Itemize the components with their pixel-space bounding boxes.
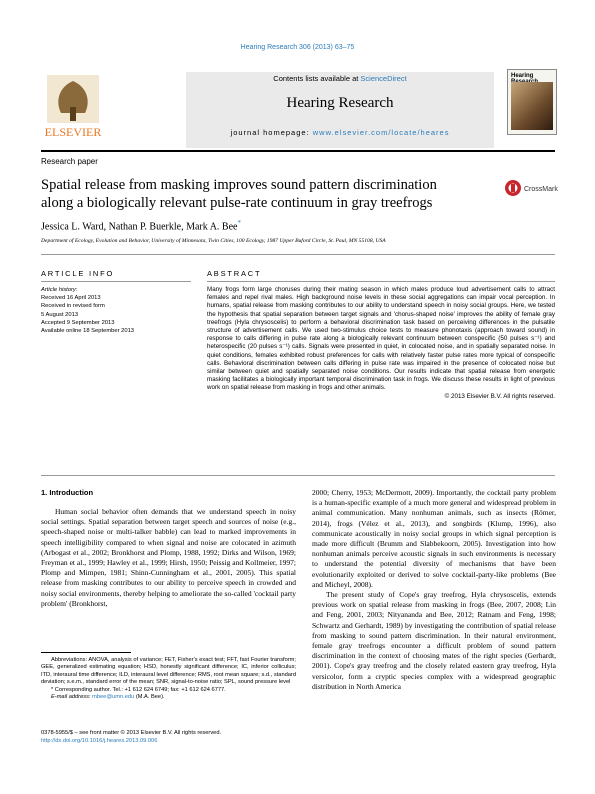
homepage-link[interactable]: www.elsevier.com/locate/heares xyxy=(312,128,450,137)
intro-paragraph: The present study of Cope's gray treefrog, Hyla chrysoscelis, extends previous work on spatial release from masking in frogs (Bee, 2007, 2008; Lin and Feng, 2001, 2003; Nityananda and Bee, 2012; Ratnam and Feng, 1998; Schwartz and Gerhardt, 1989) by investigating the contribution of spatial release from masking to sound pattern discrimination. In their natural environment, female gray treefrogs encounter a difficult problem of sound pattern discrimination in the context of choosing mates of the right species (Gerhardt, 2001). Cope's gray treefrog and the closely related eastern gray treefrog, Hyla versicolor, form a cryptic species complex with a widespread geographic distribution in North America xyxy=(312,590,556,691)
abstract-text: Many frogs form large choruses during their mating season in which males produce loud advertisement calls to attract females and repel rival males. High background noise levels in these social aggregations can impair vocal perception. In humans, spatial release from masking contributes to our ability to understand speech in noisy social groups. Here, we tested the hypothesis that spatial separation between target signals and 'chorus-shaped noise' improves the ability of female gray treefrogs (Hyla chrysoscelis) to perform a behavioral discrimination task based on perceiving differences in the pulsatile structure of advertisement calls. We used two-stimulus choice tests to measure phonotaxis (approach toward sound) in response to calls differing in pulse rate along a biologically relevant continuum between conspecific (50 pulses s⁻¹) and heterospecific (20 pulses s⁻¹) calls. Signals were presented in quiet, in colocated noise, and in spatially separated noise. In quiet conditions, females exhibited robust preferences for calls with relatively faster pulse rates more typical of conspecific calls. Behavioral discrimination between calls differing in pulse rate was impaired in the presence of colocated noise but similar between quiet and spatially separated noise conditions. Our results indicate that spatial release from energetic masking facilitates a biologically important temporal discrimination task in frogs. We discuss these results in light of previous work on spatial release from masking in frogs and other animals. xyxy=(207,286,555,392)
abbreviations-footnote: Abbreviations: ANOVA, analysis of variance; FET, Fisher's exact test; FFT, fast Fourier transform; GEE, generalized estimating equation; HSD, honestly significant difference; IC, inferior colliculus; ITD, interaural time difference; ILD, interaural level difference; RMS, root mean square; s.d., standard deviation; s.e.m., standard error of the mean; SNR, signal-to-noise ratio; SPL, sound pressure level xyxy=(41,657,296,686)
abstract-body xyxy=(207,286,555,401)
history-item: Accepted 9 September 2013 xyxy=(41,319,115,326)
article-title xyxy=(41,176,496,212)
front-matter-note xyxy=(41,729,296,745)
article-info-heading: ARTICLE INFO xyxy=(41,269,115,278)
history-item: Received 16 April 2013 xyxy=(41,295,101,302)
journal-reference[interactable]: Hearing Research 306 (2013) 63–75 xyxy=(240,44,355,51)
article-info-rule xyxy=(41,281,191,282)
history-item: Available online 18 September 2013 xyxy=(41,328,135,335)
journal-cover xyxy=(507,69,557,135)
contents-prefix: Contents lists available at xyxy=(273,74,361,83)
header-rule xyxy=(41,150,555,152)
history-item: Received in revised form xyxy=(41,303,105,310)
journal-homepage xyxy=(186,128,494,137)
introduction-heading: 1. Introduction xyxy=(41,488,94,497)
affiliation-rule xyxy=(41,254,555,255)
intro-paragraph: 2000; Cherry, 1953; McDermott, 2009). Importantly, the cocktail party problem is a human-specific example of a much more general and widespread problem in animal communication. Many nonhuman animals, such as insects (Römer, 2014), frogs (Vélez et al., 2013), and songbirds (Klump, 1996), also communicate acoustically in noisy social groups in which signal perception is made more difficult (Brumm and Slabbekoorn, 2005). Investigation into how nonhuman animals perceive acoustic signals in such environments is necessary to understand the potential diversity of mechanisms that have been evolutionarily exploited or derived to solve cocktail-party-like problems (Bee and Micheyl, 2008). xyxy=(312,488,556,589)
abstract-heading: ABSTRACT xyxy=(207,269,262,278)
footnote-rule xyxy=(41,652,131,653)
abstract-rule xyxy=(207,281,555,282)
cover-image xyxy=(511,82,553,130)
affiliation: Department of Ecology, Evolution and Behavior, University of Minnesota, Twin Cities, 100 Ecology, 1987 Upper Buford Circle, St. Paul, MN 55108, USA xyxy=(41,238,386,244)
title-line-2: along a biologically relevant pulse-rate continuum in gray treefrogs xyxy=(41,195,433,211)
author-list xyxy=(41,219,241,232)
contents-line xyxy=(186,74,494,83)
article-history xyxy=(41,286,191,335)
introduction-left-column: Human social behavior often demands that we understand speech in noisy social settings. Spatial separation between target speech and sources of noise (e.g., speech-shaped noise or multi-talker babble) can lead to marked improvements in speech intelligibility compared to when signal and noise are colocated in azimuth (Arbogast et al., 2002; Bronkhorst and Plomp, 1988, 1992; Dirks and Wilson, 1969; Freyman et al., 1999; Hawley et al., 1999; Hirsh, 1950; Peissig and Kollmeier, 1997; Plomp and Mimpen, 1981; Shinn-Cunningham et al., 2001, 2005). This spatial release from masking contributes to our ability to perceive speech in crowded and noisy social environments, thereby helping to ameliorate the so-called 'cocktail party problem' (Bronkhorst, xyxy=(41,507,296,608)
email-footnote xyxy=(41,694,296,701)
title-line-1: Spatial release from masking improves sound pattern discrimination xyxy=(41,177,437,193)
cover-title: Hearing xyxy=(511,73,534,79)
crossmark-badge[interactable] xyxy=(504,178,564,198)
footnotes xyxy=(41,657,296,701)
section-type: Research paper xyxy=(41,157,98,166)
doi-link[interactable]: http://dx.doi.org/10.1016/j.heares.2013.09.006 xyxy=(41,738,158,744)
email-link[interactable]: mbee@umn.edu xyxy=(92,694,135,701)
publisher-logo-text: ELSEVIER xyxy=(44,125,102,139)
authors: Jessica L. Ward, Nathan P. Buerkle, Mark A. Bee xyxy=(41,221,238,233)
history-item: 5 August 2013 xyxy=(41,311,79,318)
homepage-prefix: journal homepage: xyxy=(230,128,313,137)
abstract-rule-bottom xyxy=(41,475,555,476)
email-label: E-mail address: xyxy=(51,694,93,701)
crossmark-label: CrossMark xyxy=(524,186,558,193)
corresponding-author-footnote: * Corresponding author. Tel.: +1 612 624 6749; fax: +1 612 624 6777. xyxy=(51,686,226,693)
issn-line: 0378-5955/$ – see front matter © 2013 Elsevier B.V. All rights reserved. xyxy=(41,730,222,736)
history-label: Article history: xyxy=(41,287,78,293)
corresponding-author-mark[interactable]: * xyxy=(237,219,241,227)
elsevier-logo xyxy=(41,73,105,143)
introduction-right-column xyxy=(312,488,556,692)
abstract-copyright: © 2013 Elsevier B.V. All rights reserved. xyxy=(444,392,555,400)
email-suffix: (M.A. Bee). xyxy=(134,694,165,701)
journal-name: Hearing Research xyxy=(286,95,394,111)
sciencedirect-link[interactable]: ScienceDirect xyxy=(360,74,407,83)
